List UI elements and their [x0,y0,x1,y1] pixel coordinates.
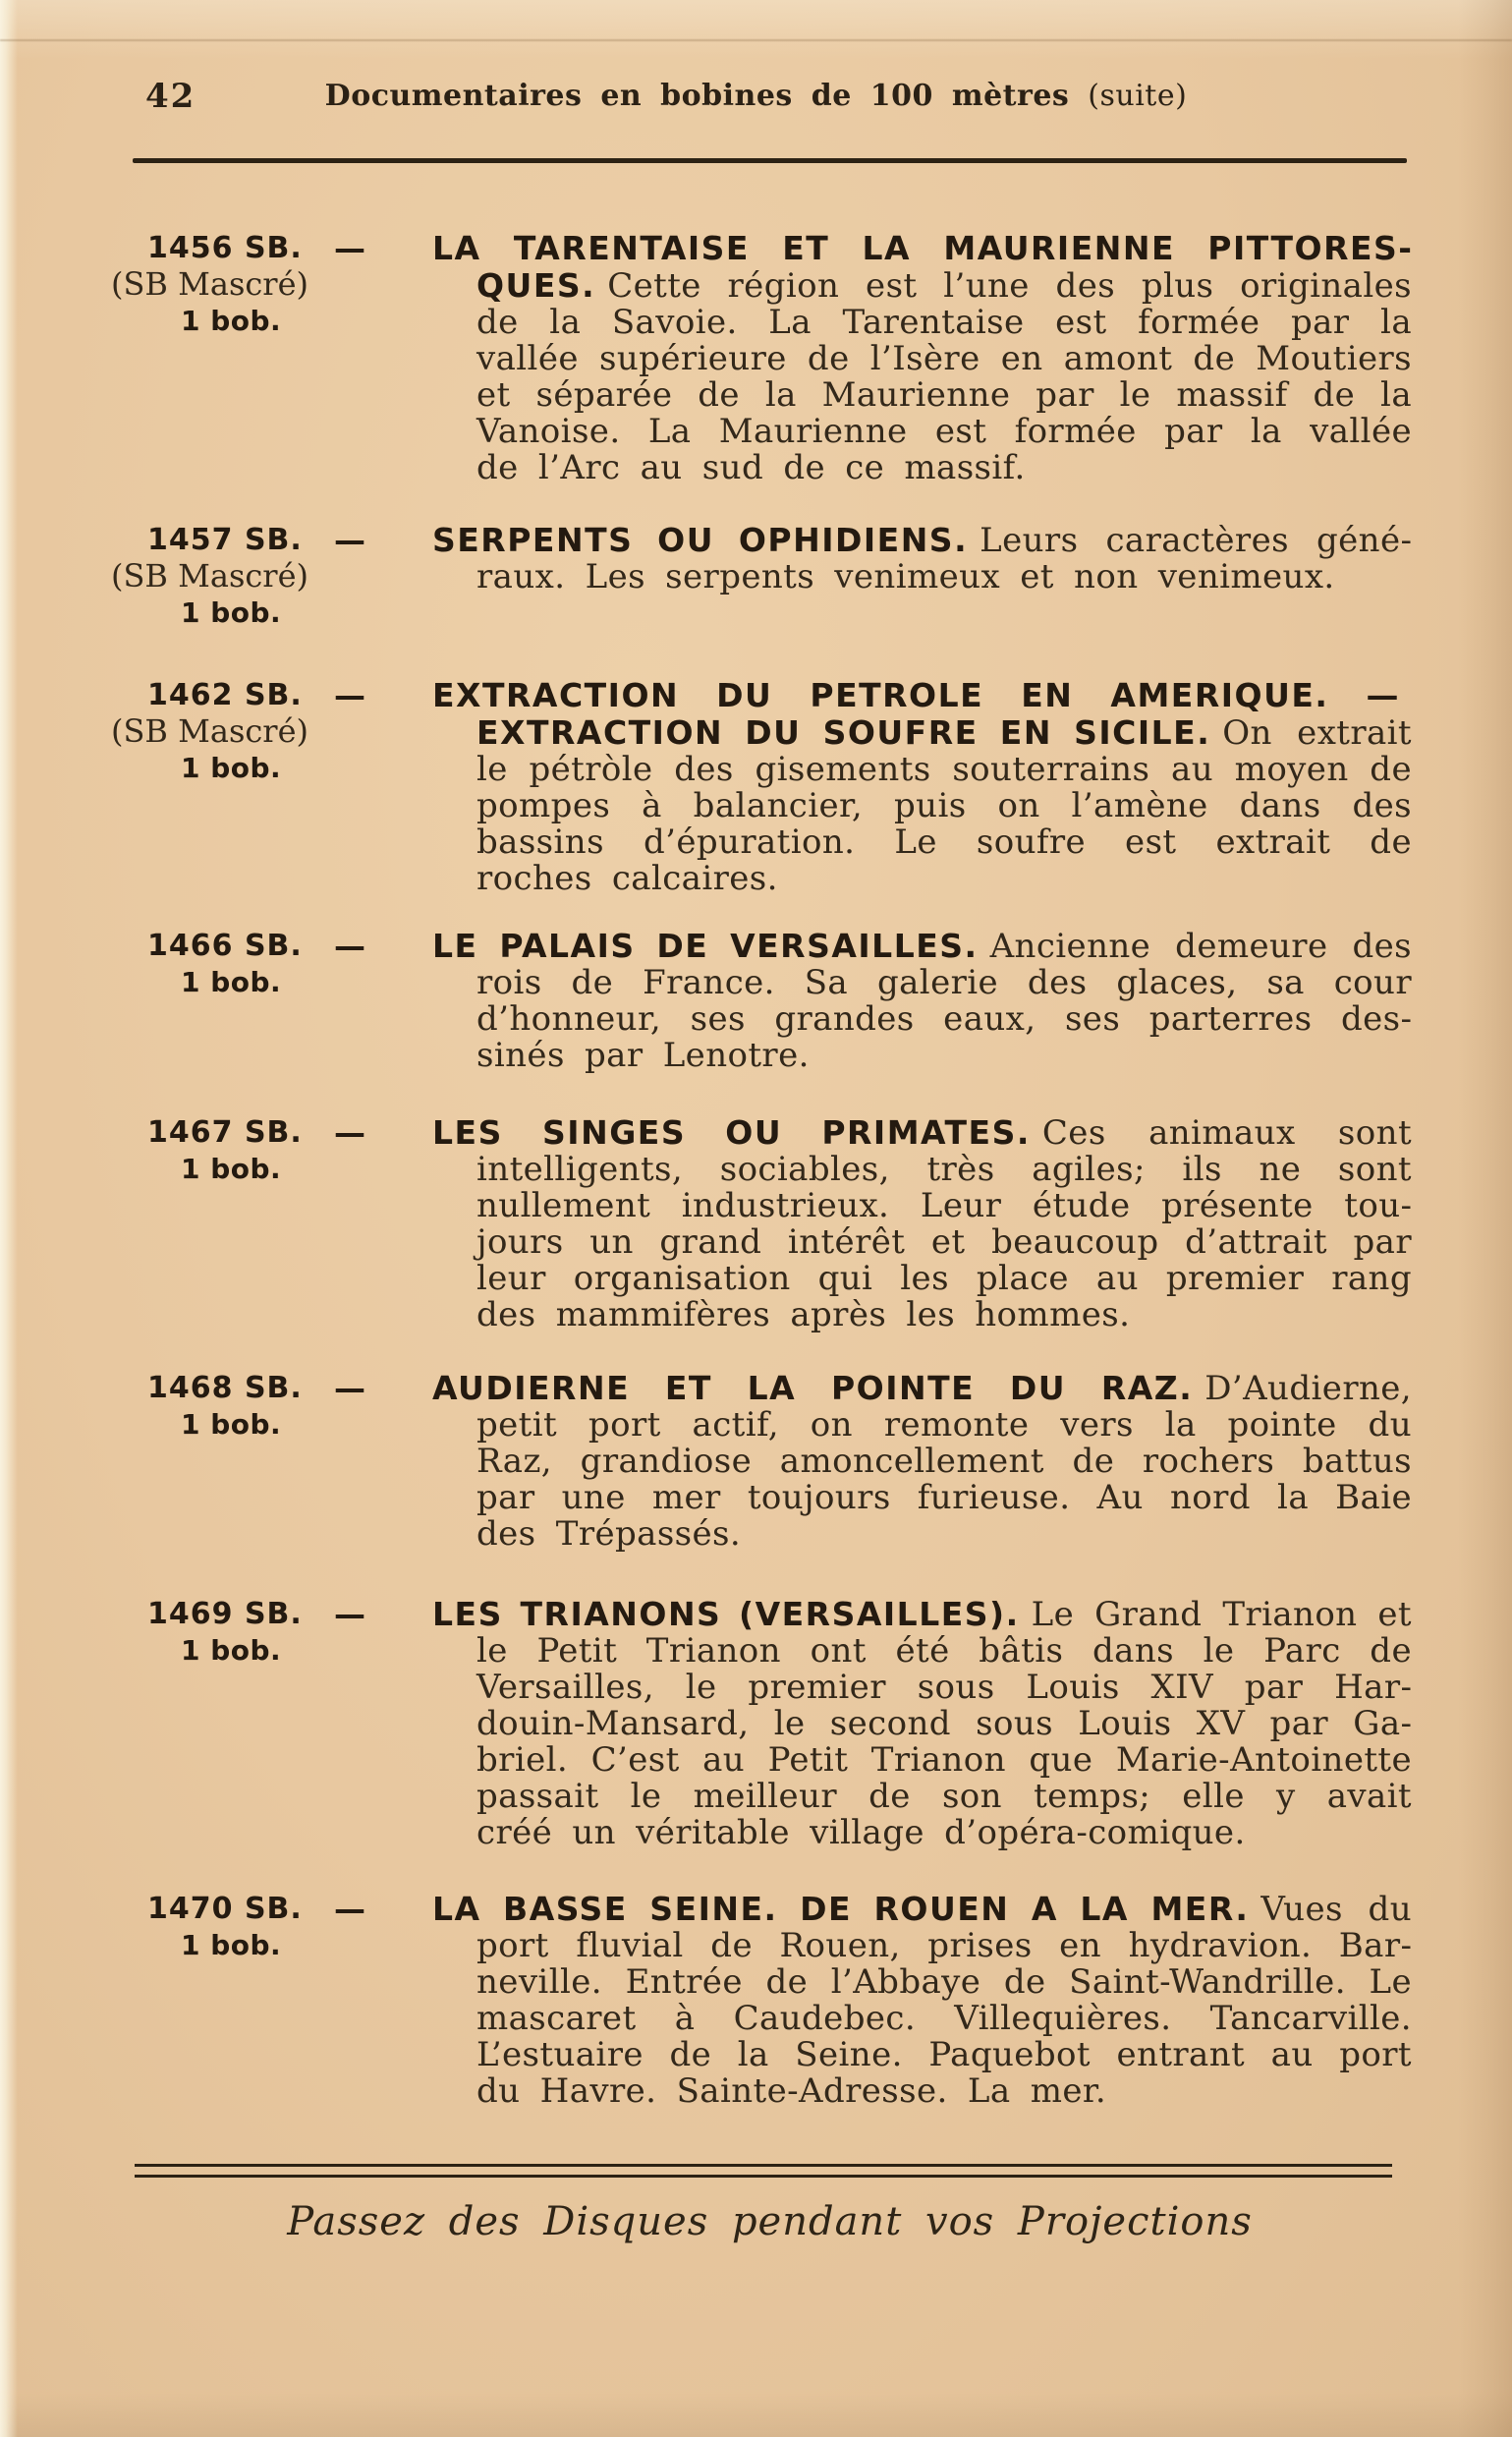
entry-description [334,1113,1413,1334]
entry-description [334,1890,1412,2111]
entry-body: Leurs caractères généraux. Les serpents venimeux et non venimeux. [476,521,1412,596]
page-number: 42 [145,77,196,116]
entry-title: LES TRIANONS (VERSAILLES). [432,1595,1020,1633]
entry-title-secondary: EXTRACTION DU SOUFRE EN SICILE. [476,713,1211,752]
entry-producer: (SB Mascré) [111,265,308,303]
entry-description [334,521,1412,596]
catalog-entry [0,1370,1512,1553]
entry-description [334,676,1412,898]
entry-body: Le Grand Trianon et le Petit Trianon ont été bâtis dans le Parc de Versailles, le premier sous Louis XIV par Hardouin-Mansard, le second sous Louis XV par Gabriel. C’est au Petit Trianon que Marie-Antoinette passait le meilleur de son temps; elle y avait créé un véritable village d’opéra-comique. [476,1595,1412,1852]
entry-reel-count: 1 bob. [181,596,282,629]
catalog-entry [0,1596,1512,1851]
page-header [0,77,1512,118]
footer-rule-top [135,2164,1392,2167]
entry-body: D’Audierne, petit port actif, on remonte vers la pointe du Raz, grandiose amoncellement de rochers battus par une mer toujours furieuse. Au nord la Baie des Trépassés. [476,1369,1412,1554]
entry-reel-count: 1 bob. [181,752,282,784]
entry-reel-count: 1 bob. [181,1408,282,1441]
entry-description [334,927,1412,1075]
footer-slogan: Passez des Disques pendant vos Projections [287,2199,1253,2244]
running-title [0,79,1512,113]
entry-number: 1466 SB. [147,929,303,963]
entry-number: 1468 SB. [147,1371,303,1405]
entry-title: LE PALAIS DE VERSAILLES. [432,927,979,965]
entry-separator-dash: — [334,1596,366,1633]
entry-number: 1470 SB. [147,1892,303,1926]
entry-body: On extrait le pétròle des gisements souterrains au moyen de pompes à balancier, puis on l’amène dans des bassins d’épuration. Le soufre est extrait de roches calcaires. [476,713,1412,898]
entry-reel-count: 1 bob. [181,966,282,998]
catalog-entry [0,677,1512,897]
footer-rule-bottom [135,2175,1392,2178]
entry-number: 1456 SB. [147,231,303,265]
running-title-text: Documentaires en bobines de 100 mètres [324,79,1070,113]
entry-number: 1469 SB. [147,1597,303,1631]
entry-description [334,229,1412,487]
catalog-entry [0,1114,1512,1333]
entry-body: Ces animaux sont intelligents, sociables, très agiles; ils ne sont nullement industrieux. Leur étude présente toujours un grand intérêt et beaucoup d’attrait par leur organisation qui les place au premier rang des mammifères après les hommes. [476,1113,1413,1334]
entry-title: LES SINGES OU PRIMATES. [432,1113,1031,1152]
entry-title: SERPENTS OU OPHIDIENS. [432,521,969,559]
entry-separator-dash: — [334,1370,366,1407]
catalog-entry [0,928,1512,1074]
entry-body: Ancienne demeure des rois de France. Sa galerie des glaces, sa cour d’honneur, ses grandes eaux, ses parterres dessinés par Lenotre. [476,927,1412,1075]
entry-reel-count: 1 bob. [181,305,282,337]
header-rule [133,158,1407,163]
entry-title: AUDIERNE ET LA POINTE DU RAZ. [432,1369,1194,1407]
entry-separator-dash: — [334,1891,366,1928]
entry-separator-dash: — [334,928,366,965]
entry-reel-count: 1 bob. [181,1153,282,1185]
entry-separator-dash: — [334,522,366,559]
entry-description [334,1369,1412,1554]
entry-separator-dash: — [334,677,366,714]
entry-producer: (SB Mascré) [111,557,308,595]
running-title-suffix: (suite) [1088,79,1188,113]
catalog-entry [0,230,1512,486]
entry-number: 1457 SB. [147,523,303,557]
entry-title: LA BASSE SEINE. DE ROUEN A LA MER. [432,1890,1250,1928]
catalog-entry [0,521,1512,629]
paper-crease-line [0,39,1512,41]
entry-number: 1462 SB. [147,678,303,712]
entry-producer: (SB Mascré) [111,712,308,750]
entry-title: EXTRACTION DU PETROLE EN AMERIQUE. — [432,676,1400,714]
entry-description [334,1595,1412,1852]
entry-body: Cette région est l’une des plus originales de la Savoie. La Tarentaise est formée par la vallée supérieure de l’Isère en amont de Moutiers et séparée de la Maurienne par le massif de la Vanoise. La Maurienne est formée par la vallée de l’Arc au sud de ce massif. [476,266,1412,487]
entry-separator-dash: — [334,1114,366,1152]
entry-title: LA TARENTAISE ET LA MAURIENNE PITTORESQUES. [432,229,1412,305]
entry-number: 1467 SB. [147,1115,303,1150]
entry-separator-dash: — [334,230,366,267]
entry-reel-count: 1 bob. [181,1634,282,1667]
entry-reel-count: 1 bob. [181,1929,282,1961]
entry-body: Vues du port fluvial de Rouen, prises en hydravion. Barneville. Entrée de l’Abbaye de Saint-Wandrille. Le mascaret à Caudebec. Villequières. Tancarville. L’estuaire de la Seine. Paquebot entrant au port du Havre. Sainte-Adresse. La mer. [476,1890,1412,2111]
catalog-entry [0,1891,1512,2110]
